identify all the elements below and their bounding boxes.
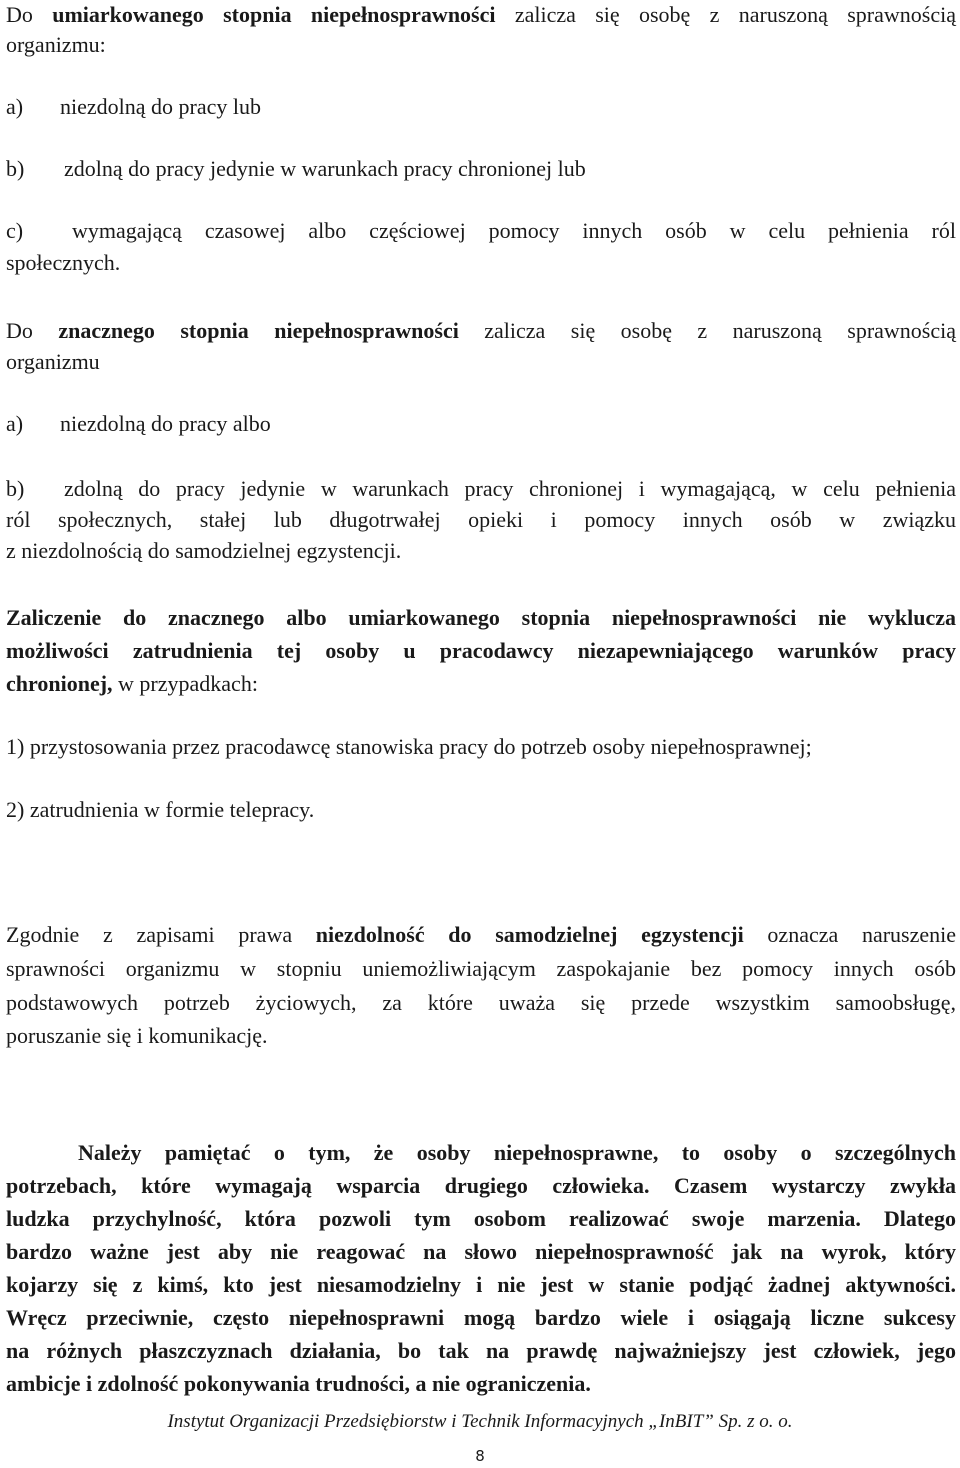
egzystencja-line-2: sprawności organizmu w stopniu uniemożliwiającym zaspokajanie bez pomocy innych osób <box>6 956 956 981</box>
pamietac-line-1: Należy pamiętać o tym, że osoby niepełnosprawne, to osoby o szczególnych <box>78 1140 956 1165</box>
egzystencja-term: niezdolność do samodzielnej egzystencji <box>315 922 744 947</box>
znaczny-term: znacznego stopnia niepełnosprawności <box>58 318 459 343</box>
zatrudnienie-item-2: 2) zatrudnienia w formie telepracy. <box>6 797 315 822</box>
pamietac-line-7: na różnych płaszczyznach działania, bo tak na prawdę najważniejszy jest człowiek, jego <box>6 1338 956 1363</box>
znaczny-definition-line-2: organizmu <box>6 349 100 374</box>
znaczny-definition-line: Do znacznego stopnia niepełnosprawności zalicza się osobę z naruszoną sprawnością <box>6 318 956 343</box>
umiarkowany-item-a: a) niezdolną do pracy lub <box>6 94 261 119</box>
egzystencja-line-3: podstawowych potrzeb życiowych, za które uważa się przede wszystkim samoobsługę, <box>6 990 956 1015</box>
umiarkowany-definition-line-2: organizmu: <box>6 32 106 57</box>
umiarkowany-term: umiarkowanego stopnia niepełnosprawności <box>52 2 496 27</box>
pamietac-line-2: potrzebach, które wymagają wsparcia drugiego człowieka. Czasem wystarczy zwykła <box>6 1173 956 1198</box>
zatrudnienie-heading-line-2: możliwości zatrudnienia tej osoby u pracodawcy niezapewniającego warunków pracy <box>6 638 956 663</box>
egzystencja-line-1: Zgodnie z zapisami prawa niezdolność do samodzielnej egzystencji oznacza naruszenie <box>6 922 957 947</box>
znaczny-item-b-continuation-2: z niezdolnością do samodzielnej egzystencji. <box>6 538 402 563</box>
egzystencja-line-4: poruszanie się i komunikację. <box>6 1023 268 1048</box>
footer-institute: Instytut Organizacji Przedsiębiorstw i Technik Informacyjnych „InBIT” Sp. z o. o. <box>167 1411 793 1432</box>
zatrudnienie-heading-line-3: chronionej, w przypadkach: <box>6 671 258 696</box>
pamietac-line-3: ludzka przychylność, która pozwoli tym osobom realizować swoje marzenia. Dlatego <box>6 1206 956 1231</box>
pamietac-line-5: kojarzy się z kimś, kto jest niesamodzielny i nie jest w stanie podjąć żadnej aktywności. <box>6 1272 956 1297</box>
umiarkowany-item-c: c) wymagającą czasowej albo częściowej pomocy innych osób w celu pełnienia ról <box>6 218 956 243</box>
umiarkowany-item-b: b) zdolną do pracy jedynie w warunkach pracy chronionej lub <box>6 156 586 181</box>
pamietac-line-4: bardzo ważne jest aby nie reagować na słowo niepełnosprawność jak na wyrok, który <box>6 1239 956 1264</box>
page-number: 8 <box>475 1447 485 1465</box>
znaczny-item-a: a) niezdolną do pracy albo <box>6 411 271 436</box>
umiarkowany-definition-line: Do umiarkowanego stopnia niepełnosprawności zalicza się osobę z naruszoną sprawnością <box>6 2 956 27</box>
pamietac-line-8: ambicje i zdolność pokonywania trudności, a nie ograniczenia. <box>6 1371 591 1396</box>
zatrudnienie-heading-line-1: Zaliczenie do znacznego albo umiarkowanego stopnia niepełnosprawności nie wyklucza <box>6 605 956 630</box>
znaczny-item-b: b) zdolną do pracy jedynie w warunkach pracy chronionej i wymagającą, w celu pełnienia <box>6 476 956 501</box>
zatrudnienie-item-1: 1) przystosowania przez pracodawcę stanowiska pracy do potrzeb osoby niepełnosprawnej; <box>6 734 812 759</box>
pamietac-line-6: Wręcz przeciwnie, często niepełnosprawni mogą bardzo wiele i osiągają liczne sukcesy <box>6 1305 956 1330</box>
znaczny-item-b-continuation-1: ról społecznych, stałej lub długotrwałej opieki i pomocy innych osób w związku <box>6 507 956 532</box>
umiarkowany-item-c-continuation: społecznych. <box>6 250 121 275</box>
